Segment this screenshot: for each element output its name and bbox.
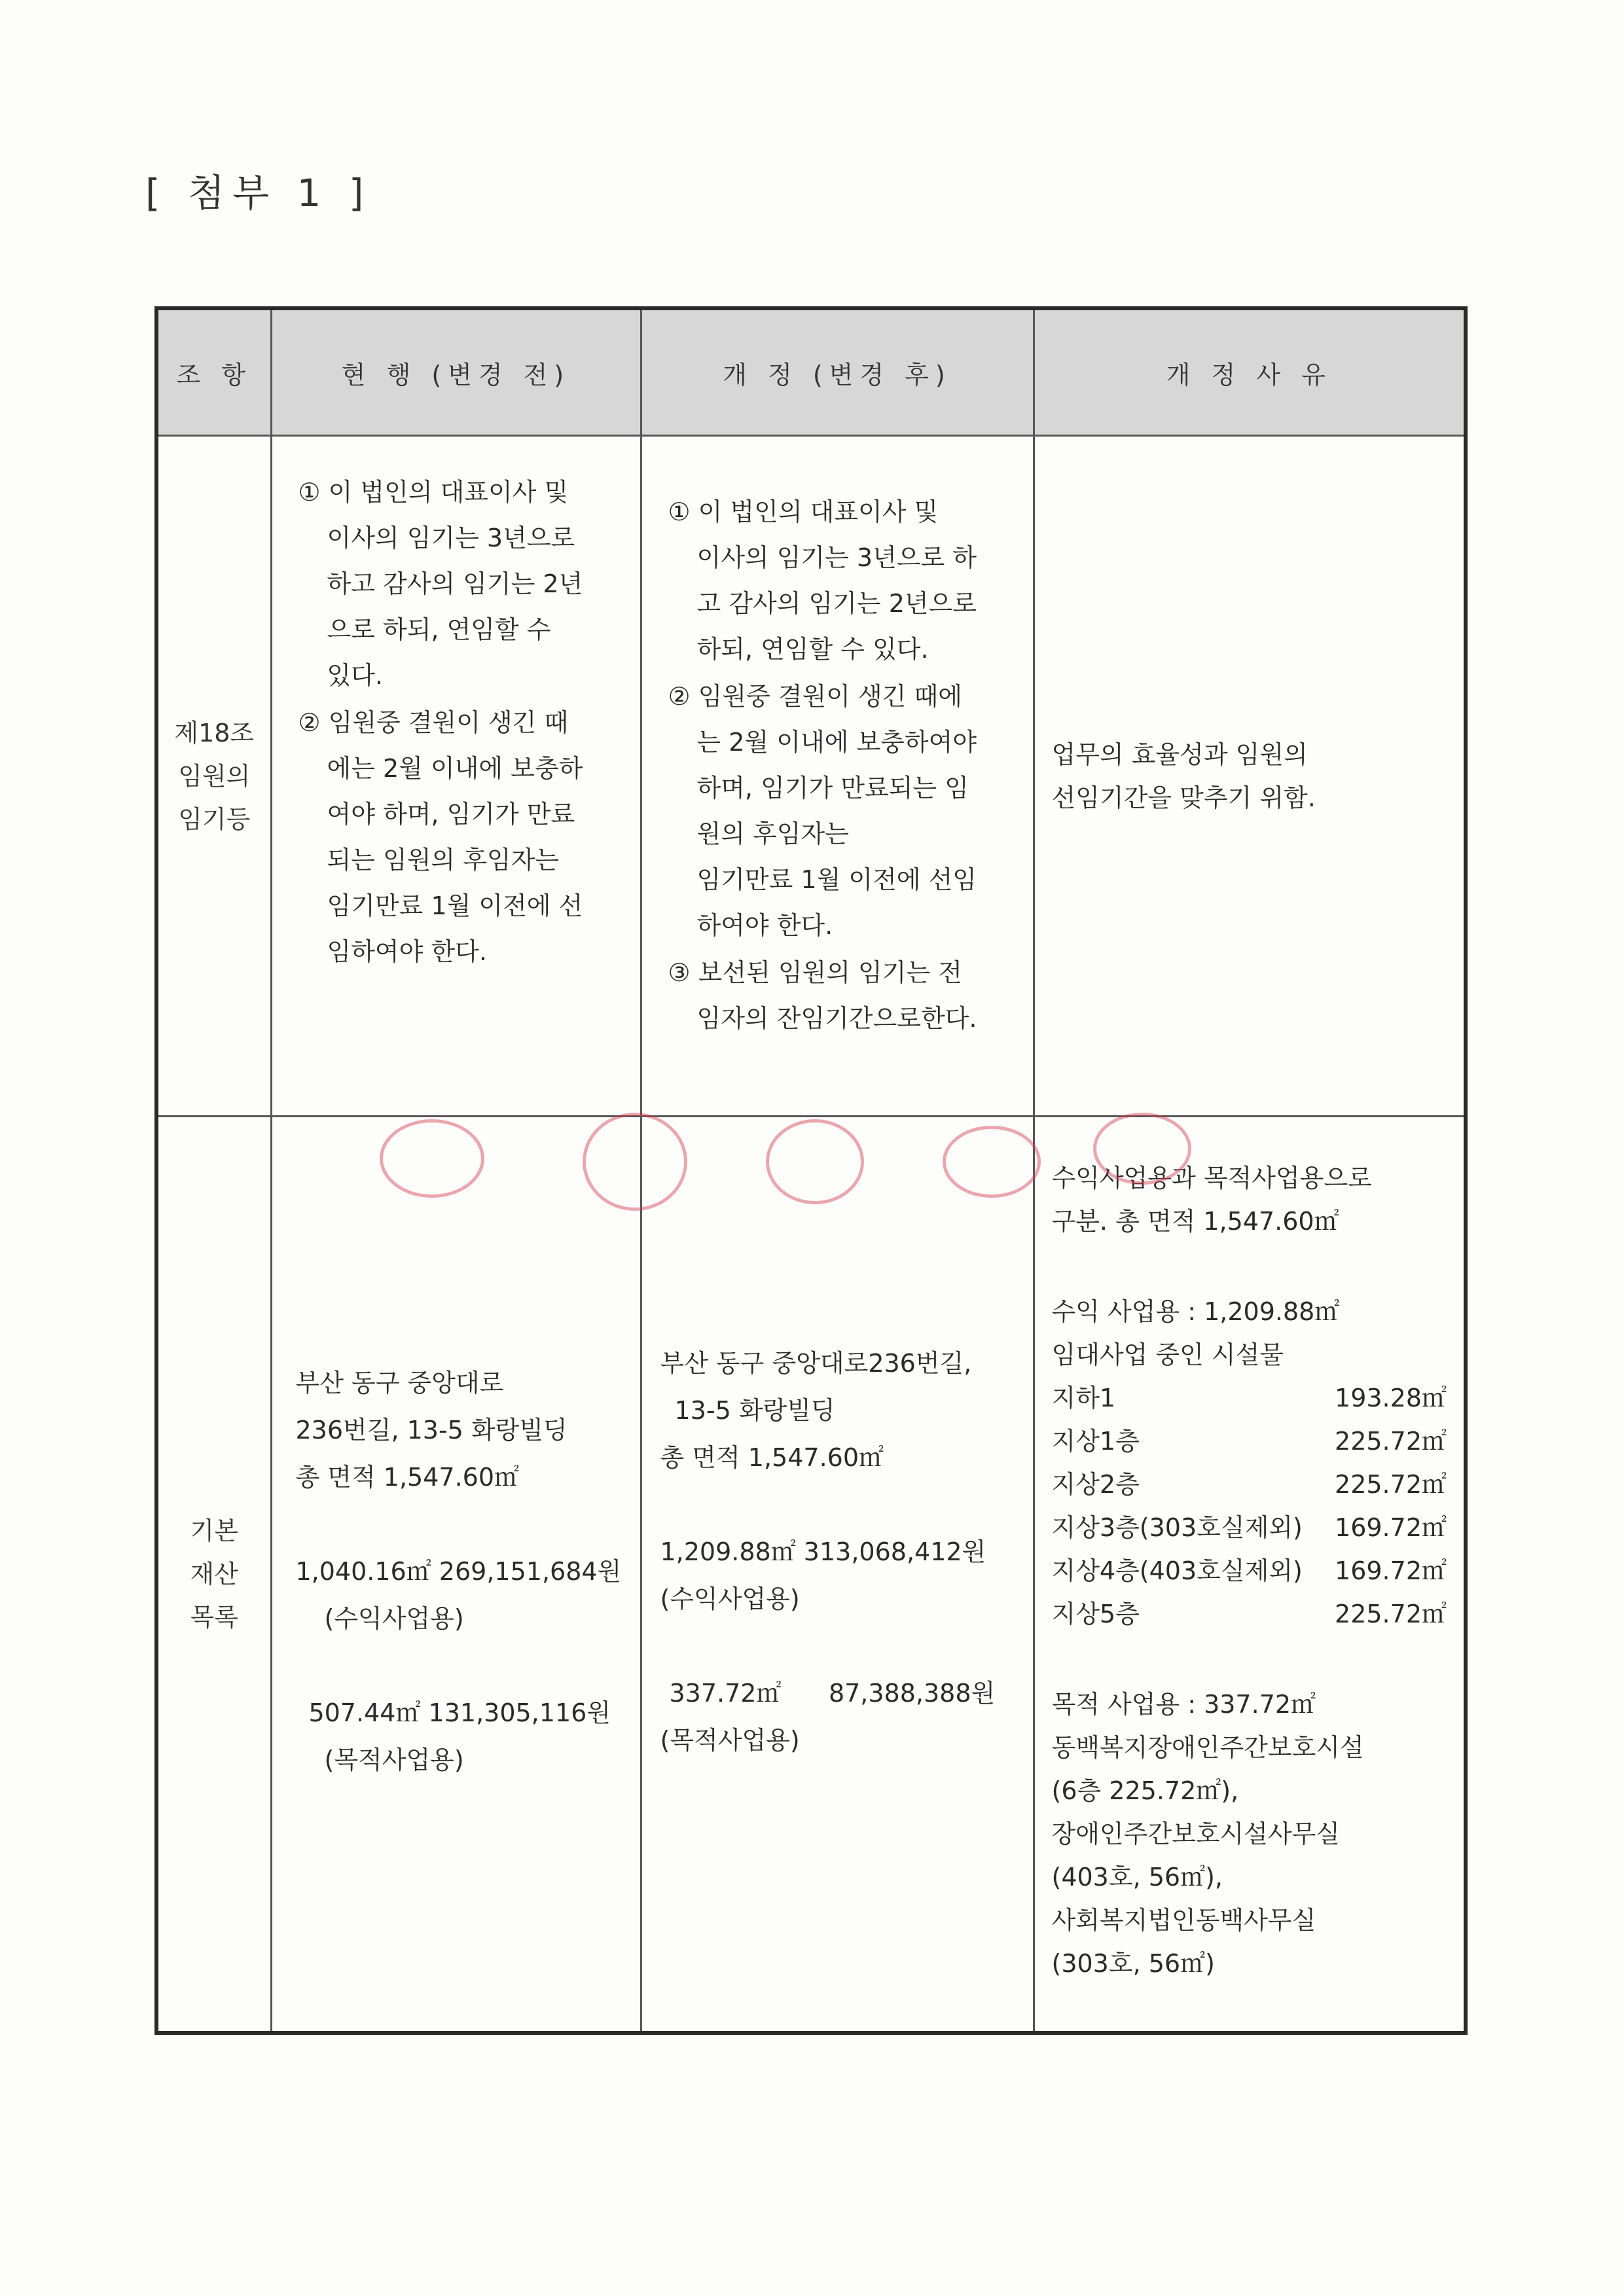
reason-line: 수익 사업용 : 1,209.88㎡ <box>1051 1297 1340 1326</box>
profit-label: (수익사업용) <box>660 1585 800 1613</box>
address-line: 부산 동구 중앙대로 <box>295 1369 504 1397</box>
header-revised: 개 정 (변경 후) <box>641 308 1034 436</box>
profit-value: 1,209.88㎡ 313,068,412원 <box>660 1537 986 1566</box>
current-text-cell <box>271 436 641 1117</box>
seal-stamp <box>1093 1113 1191 1185</box>
clause-line: 제18조 <box>174 718 255 747</box>
reason-cell <box>1034 436 1466 1117</box>
seal-stamp <box>380 1119 484 1198</box>
clause-line: 목록 <box>190 1602 238 1632</box>
floor-row: 지상3층(303호실제외) 169.72㎡ <box>1051 1513 1447 1542</box>
profit-value: 1,040.16㎡ 269,151,684원 <box>295 1557 622 1586</box>
reason-line: 업무의 효율성과 임원의 <box>1051 740 1308 769</box>
list-item: ② 임원중 결원이 생긴 때에 는 2월 이내에 보충하여야 하며, 임기가 만료되는 임 원의 후임자는 임기만료 1월 이전에 선임 하여야 한다. <box>668 682 977 940</box>
purpose-label: (목적사업용) <box>660 1726 800 1755</box>
address-line: 부산 동구 중앙대로236번길, <box>660 1349 972 1378</box>
address-line: 13-5 화랑빌딩 <box>674 1396 835 1425</box>
floor-row: 지하1 193.28㎡ <box>1051 1384 1447 1412</box>
purpose-label: (목적사업용) <box>324 1746 464 1774</box>
list-item: ② 임원중 결원이 생긴 때 에는 2월 이내에 보충하 여야 하며, 임기가 만료 되는 임원의 후임자는 임기만료 1월 이전에 선 임하여야 한다. <box>298 708 583 966</box>
purpose-value: 507.44㎡ 131,305,116원 <box>308 1698 611 1727</box>
list-item: ① 이 법인의 대표이사 및 이사의 임기는 3년으로 하고 감사의 임기는 2년 으로 하되, 연임할 수 있다. <box>298 478 583 690</box>
current-property-cell <box>271 1117 641 2033</box>
reason-line: 장애인주간보호시설사무실 <box>1051 1820 1340 1848</box>
reason-line: 동백복지장애인주간보호시설 <box>1051 1733 1364 1762</box>
purpose-value: 337.72㎡ 87,388,388원 <box>669 1679 996 1708</box>
seal-stamp <box>766 1119 864 1204</box>
reason-line: 목적 사업용 : 337.72㎡ <box>1051 1690 1316 1719</box>
seal-stamp <box>943 1126 1041 1198</box>
reason-line: (303호, 56㎡) <box>1051 1949 1215 1978</box>
reason-line: (6층 225.72㎡), <box>1051 1776 1239 1805</box>
clause-line: 임원의 <box>178 761 251 791</box>
reason-line: 사회복지법인동백사무실 <box>1051 1906 1316 1935</box>
floor-row: 지상2층 225.72㎡ <box>1051 1470 1447 1499</box>
profit-label: (수익사업용) <box>324 1604 464 1633</box>
table-row <box>156 1117 1466 2033</box>
clause-line: 기본 <box>190 1516 238 1545</box>
reason-line: 임대사업 중인 시설물 <box>1051 1340 1284 1369</box>
clause-line: 임기등 <box>178 804 251 834</box>
header-current: 현 행 (변경 전) <box>271 308 641 436</box>
attachment-title: [ 첨부 1 ] <box>145 171 372 215</box>
floor-row: 지상4층(403호실제외) 169.72㎡ <box>1051 1556 1447 1585</box>
reason-line: 수익사업용과 목적사업용으로 <box>1051 1164 1372 1193</box>
floor-row: 지상5층 225.72㎡ <box>1051 1600 1447 1628</box>
header-row <box>156 308 1466 436</box>
total-area: 총 면적 1,547.60㎡ <box>660 1443 884 1472</box>
revised-text-cell <box>641 436 1034 1117</box>
reason-line: 선임기간을 맞추기 위함. <box>1051 783 1316 812</box>
table-row <box>156 436 1466 1117</box>
header-reason: 개 정 사 유 <box>1034 308 1466 436</box>
reason-line: 구분. 총 면적 1,547.60㎡ <box>1051 1207 1339 1236</box>
list-item: ① 이 법인의 대표이사 및 이사의 임기는 3년으로 하 고 감사의 임기는 2년으로 하되, 연임할 수 있다. <box>668 497 977 664</box>
total-area: 총 면적 1,547.60㎡ <box>295 1463 520 1492</box>
reason-property-cell <box>1034 1117 1466 2033</box>
clause-cell <box>156 436 271 1117</box>
seal-impressions <box>367 1113 1283 1230</box>
clause-cell <box>156 1117 271 2033</box>
revised-property-cell <box>641 1117 1034 2033</box>
clause-line: 재산 <box>190 1559 238 1588</box>
header-clause: 조 항 <box>156 308 271 436</box>
floor-row: 지상1층 225.72㎡ <box>1051 1427 1447 1456</box>
seal-stamp <box>583 1113 687 1211</box>
reason-line: (403호, 56㎡), <box>1051 1863 1223 1892</box>
list-item: ③ 보선된 임원의 임기는 전 임자의 잔임기간으로한다. <box>668 958 977 1033</box>
address-line: 236번길, 13-5 화랑빌딩 <box>295 1416 568 1444</box>
